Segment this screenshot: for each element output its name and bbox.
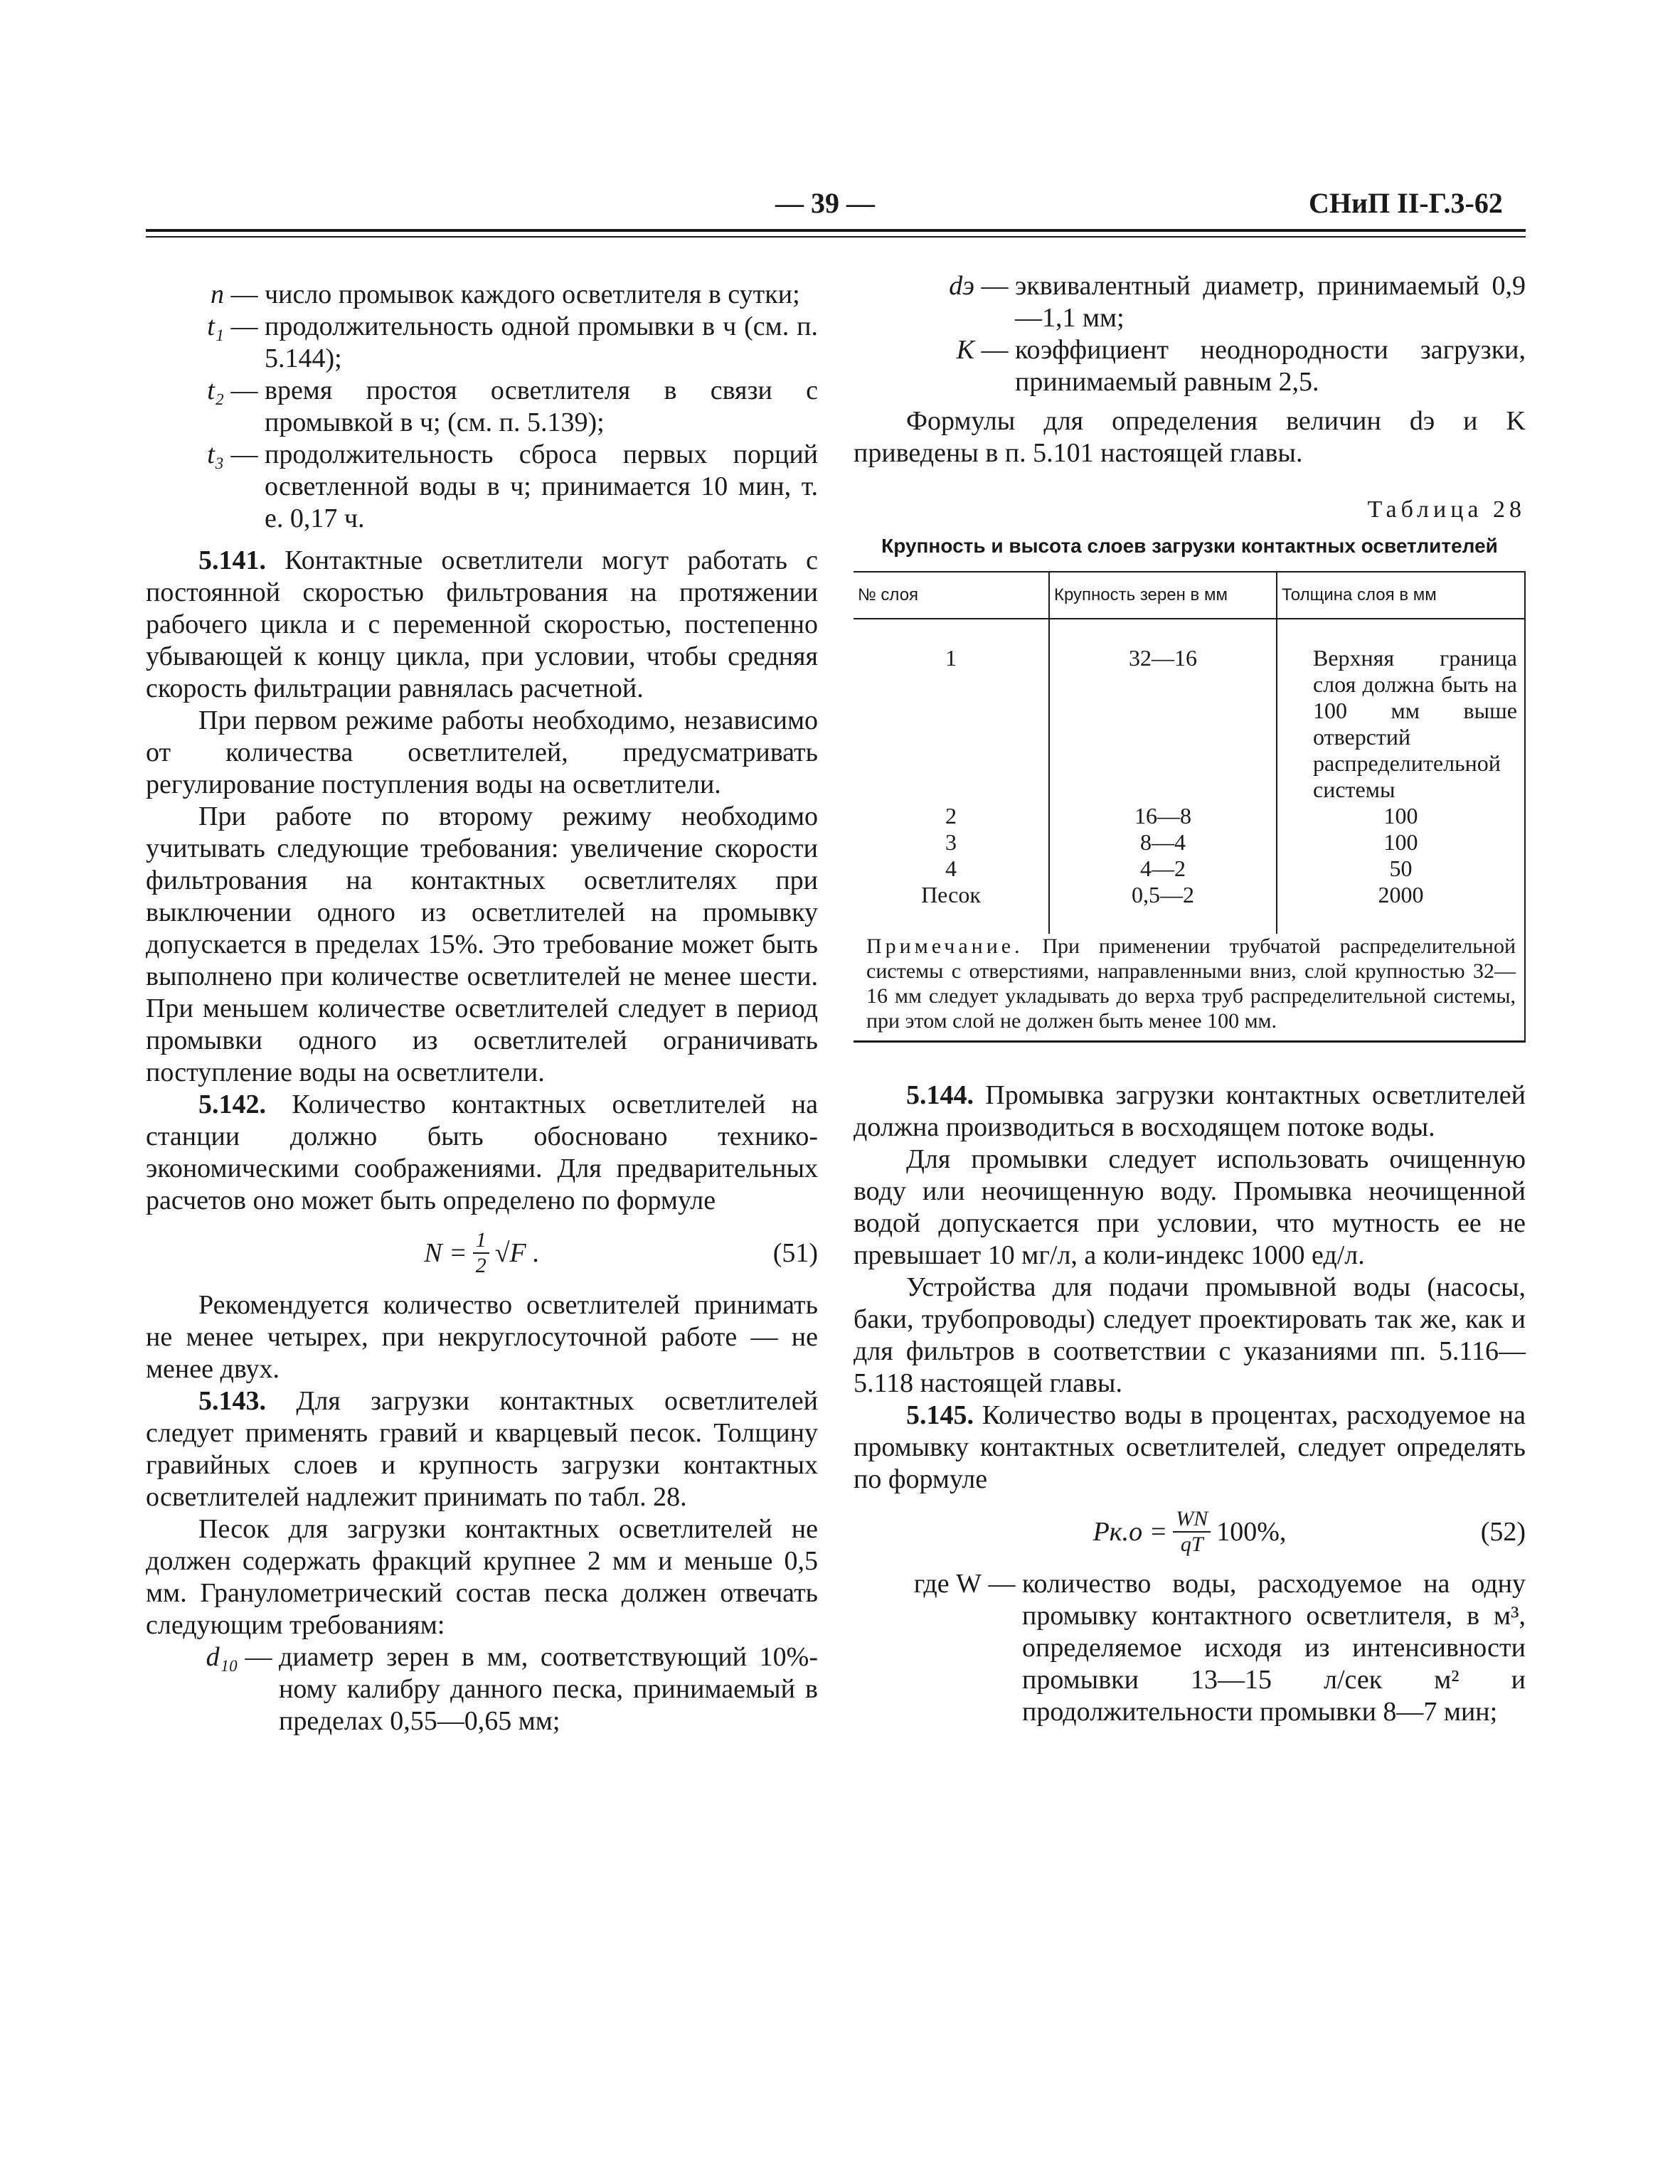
variable-symbol: t₁ [207,311,224,341]
variable-item [146,1641,818,1737]
variable-description: число промывок каждого осветлителя в сутки; [265,279,800,309]
variable-description: количество воды, расходуемое на одну промывку контактного осветлителя, в м³, определяемое исходя из интенсивности промывки 13—15 л/сек м² и продолжительности промывки 8—7 мин; [1022,1569,1526,1727]
variable-list [146,279,818,535]
variable-item [854,334,1526,398]
variable-dash: — [224,375,265,405]
variable-description: диаметр зерен в мм, соответствующий 10%-ному калибру данного песка, принимаемый в пределах 0,55—0,65 мм; [279,1642,818,1736]
table-label: Таблица 28 [1367,496,1526,523]
table-row [854,882,1524,934]
variable-symbol: n [211,279,224,309]
section-5-145 [854,1400,1526,1496]
section-5-142 [146,1089,818,1217]
variable-list [854,1568,1526,1728]
header-rule-thin [146,236,1526,238]
variable-item [854,270,1526,334]
formula-lhs: Pк.о = [1092,1516,1168,1547]
table-row [854,619,1524,803]
section-text: Для загрузки контактных осветлителей следует применять гравий и кварцевый песок. Толщину гравийных слоев и крупность загрузки контактных осветлителей надлежит принимать по табл. 28. [146,1386,818,1512]
variable-item [854,1568,1526,1728]
variable-description: эквивалентный диаметр, принимаемый 0,9—1,1 мм; [1015,271,1526,333]
formula-fraction [473,1228,489,1278]
section-text: Количество воды в процентах, расходуемое на промывку контактных осветлителей, следует определять по формуле [854,1400,1526,1494]
table-cell: Песок [921,882,981,907]
formula-fraction [1173,1507,1211,1557]
variable-dash: — [238,1642,279,1672]
section-5-144 [854,1080,1526,1144]
section-text: Промывка загрузки контактных осветлителей должна производиться в восходящем потоке воды. [854,1080,1526,1142]
formula-lhs: N = [424,1237,467,1268]
table-cell: Верхняя граница слоя должна быть на 100 мм выше отверстий распределительной системы [1277,619,1524,803]
table-cell: 100 [1277,829,1524,856]
formula-rhs: 100%, [1216,1516,1287,1547]
formula-51 [146,1221,818,1285]
fraction-numerator: 1 [473,1228,489,1254]
variable-dash: — [974,271,1015,301]
equation-number: (51) [772,1237,818,1268]
section-5-141 [146,545,818,705]
variable-symbol: dэ [949,271,974,301]
table-cell: 4—2 [1049,856,1277,882]
equation-number: (52) [1480,1516,1526,1547]
document-code: СНиП II-Г.3-62 [1309,187,1503,219]
section-number: 5.145. [906,1400,974,1430]
note-text: При применении трубчатой распределительной системы с отверстиями, направленными вниз, слой крупностью 32—16 мм следует укладывать до верха труб распределительной системы, при этом слой не должен быть менее 100 мм. [866,934,1516,1033]
variable-description: продолжительность одной промывки в ч (см. п. 5.144); [265,311,818,373]
table-note [854,934,1524,1033]
note-label: Примечание. [866,934,1024,958]
table-cell: 8—4 [1049,829,1277,856]
variable-item [146,279,818,311]
variable-item [146,375,818,439]
table-28 [854,571,1526,1043]
variable-dash: — [974,335,1015,365]
variable-list [146,1641,818,1737]
variable-symbol: K [956,335,974,365]
paragraph-sand: Песок для загрузки контактных осветлителей не должен содержать фракций крупнее 2 мм и меньше 0,5 мм. Гранулометрический состав песка должен отвечать следующим требованиям: [146,1514,818,1640]
paragraph-mode-1: При первом режиме работы необходимо, независимо от количества осветлителей, предусматривать регулирование поступления воды на осветлители. [146,705,818,799]
variable-dash: — [224,279,265,309]
formula-rhs: √F . [494,1237,540,1268]
paragraph-formulas: Формулы для определения величин dэ и K приведены в п. 5.101 настоящей главы. [854,406,1526,468]
fraction-numerator: WN [1173,1507,1211,1533]
variable-symbol: где W [913,1569,982,1599]
variable-dash: — [224,311,265,341]
formula-52 [854,1500,1526,1564]
table-row [854,829,1524,856]
variable-dash: — [982,1569,1022,1599]
table-header-row [854,572,1524,619]
section-number: 5.141. [198,545,266,575]
header-rule [146,229,1526,232]
table-cell: 1 [945,645,957,671]
table-row [854,856,1524,882]
paragraph-devices: Устройства для подачи промывной воды (насосы, баки, трубопроводы) следует проектировать так же, как и для фильтров в соответствии с указаниями пп. 5.116—5.118 настоящей главы. [854,1272,1526,1398]
table-cell: 0,5—2 [1049,882,1277,934]
column-header: № слоя [854,572,1049,619]
section-text: Количество контактных осветлителей на станции должно быть обосновано технико-экономическими соображениями. Для предварительных расчетов оно может быть определено по формуле [146,1090,818,1215]
variable-symbol: t₃ [207,440,224,469]
table-cell: 3 [945,829,957,855]
section-5-143 [146,1385,818,1513]
paragraph-recommend: Рекомендуется количество осветлителей принимать не менее четырех, при некруглосуточной работе — не менее двух. [146,1290,818,1384]
section-number: 5.142. [198,1090,266,1119]
right-column [854,270,1526,1728]
variable-item [146,311,818,375]
variable-description: продолжительность сброса первых порций осветленной воды в ч; принимается 10 мин, т. е. 0,17 ч. [265,440,818,533]
variable-list [854,270,1526,398]
variable-item [146,439,818,535]
section-text: Контактные осветлители могут работать с постоянной скоростью фильтрования на протяжении рабочего цикла и с переменной скоростью, постепенно убывающей к концу цикла, при условии, чтобы средняя скорость фильтрации равнялась расчетной. [146,545,818,703]
table-cell: 2000 [1277,882,1524,934]
column-header: Крупность зерен в мм [1049,572,1277,619]
table-cell: 32—16 [1049,619,1277,803]
table-cell: 2 [945,803,957,829]
variable-description: время простоя осветлителя в связи с промывкой в ч; (см. п. 5.139); [265,375,818,437]
page-number: — 39 — [775,187,875,219]
fraction-denominator: 2 [475,1254,487,1277]
variable-dash: — [224,440,265,469]
section-number: 5.144. [906,1080,974,1110]
table-cell: 50 [1277,856,1524,882]
table-row [854,803,1524,829]
table-cell: 16—8 [1049,803,1277,829]
fraction-denominator: qT [1180,1533,1203,1556]
variable-symbol: t₂ [207,375,224,405]
table-grid [854,571,1524,934]
variable-description: коэффициент неоднородности загрузки, принимаемый равным 2,5. [1015,335,1526,397]
left-column [146,279,818,1737]
paragraph-mode-2: При работе по второму режиму необходимо учитывать следующие требования: увеличение скорости фильтрования на контактных осветлителях при выключении одного из осветлителей на промывку допускается в пределах 15%. Это требование может быть выполнено при количестве осветлителей не менее шести. При меньшем количестве осветлителей следует в период промывки одного из осветлителей ограничивать поступление воды на осветлители. [146,801,818,1087]
table-caption: Крупность и высота слоев загрузки контактных осветлителей [881,535,1498,557]
variable-symbol: d₁₀ [206,1642,238,1672]
section-number: 5.143. [198,1386,266,1416]
paragraph-wash: Для промывки следует использовать очищенную воду или неочищенную воду. Промывка неочищенной водой допускается при условии, что мутность ее не превышает 10 мг/л, а коли-индекс 1000 ед/л. [854,1144,1526,1270]
table-cell: 100 [1277,803,1524,829]
table-cell: 4 [945,856,957,881]
column-header: Толщина слоя в мм [1277,572,1524,619]
